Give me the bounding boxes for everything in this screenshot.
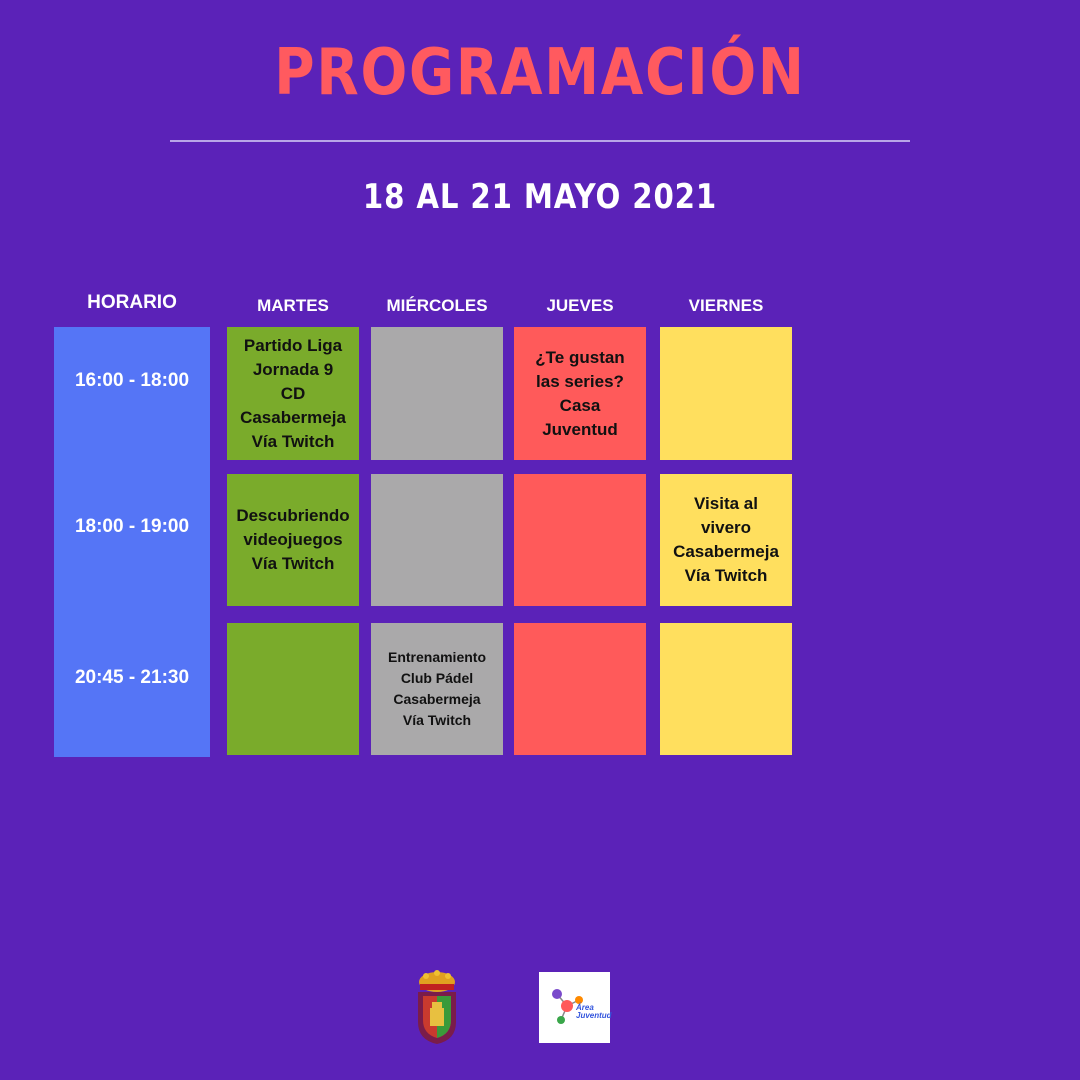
cell-martes-slot2 [227, 474, 359, 606]
event-videojuegos: Descubriendo videojuegos Vía Twitch [236, 506, 350, 573]
cell-martes-slot1 [227, 327, 359, 460]
cell-viernes-slot1 [660, 327, 792, 460]
cell-martes-slot3 [227, 623, 359, 755]
event-vivero: Visita al vivero Casabermeja Vía Twitch [673, 494, 779, 585]
date-range: 18 AL 21 MAYO 2021 [362, 177, 718, 217]
cell-miercoles-slot3 [371, 623, 503, 755]
time-slot-1: 16:00 - 18:00 [74, 370, 190, 391]
area-juventud-text: Área Juventud [576, 1003, 612, 1020]
casabermeja-coat-of-arms-logo [414, 970, 460, 1046]
cell-viernes-slot3 [660, 623, 792, 755]
time-slot-3: 20:45 - 21:30 [74, 667, 190, 688]
day-header-viernes: VIERNES [688, 296, 764, 315]
cell-miercoles-slot1 [371, 327, 503, 460]
cell-miercoles-slot2 [371, 474, 503, 606]
page-title: PROGRAMACIÓN [274, 36, 806, 110]
day-header-jueves: JUEVES [546, 296, 614, 315]
cell-viernes-slot2 [660, 474, 792, 606]
title-divider [170, 140, 910, 142]
horario-header: HORARIO [87, 292, 177, 313]
cell-jueves-slot2 [514, 474, 646, 606]
cell-jueves-slot3 [514, 623, 646, 755]
event-series: ¿Te gustan las series? Casa Juventud [535, 347, 625, 439]
time-slot-2: 18:00 - 19:00 [74, 516, 190, 537]
day-header-miercoles: MIÉRCOLES [386, 296, 488, 315]
day-header-martes: MARTES [257, 296, 329, 315]
area-juventud-logo [539, 972, 610, 1043]
cell-jueves-slot1 [514, 327, 646, 460]
event-partido-liga: Partido Liga Jornada 9 CD Casabermeja Vía Twitch [240, 335, 346, 451]
event-entrenamiento-padel: Entrenamiento Club Pádel Casabermeja Vía Twitch [387, 649, 486, 728]
